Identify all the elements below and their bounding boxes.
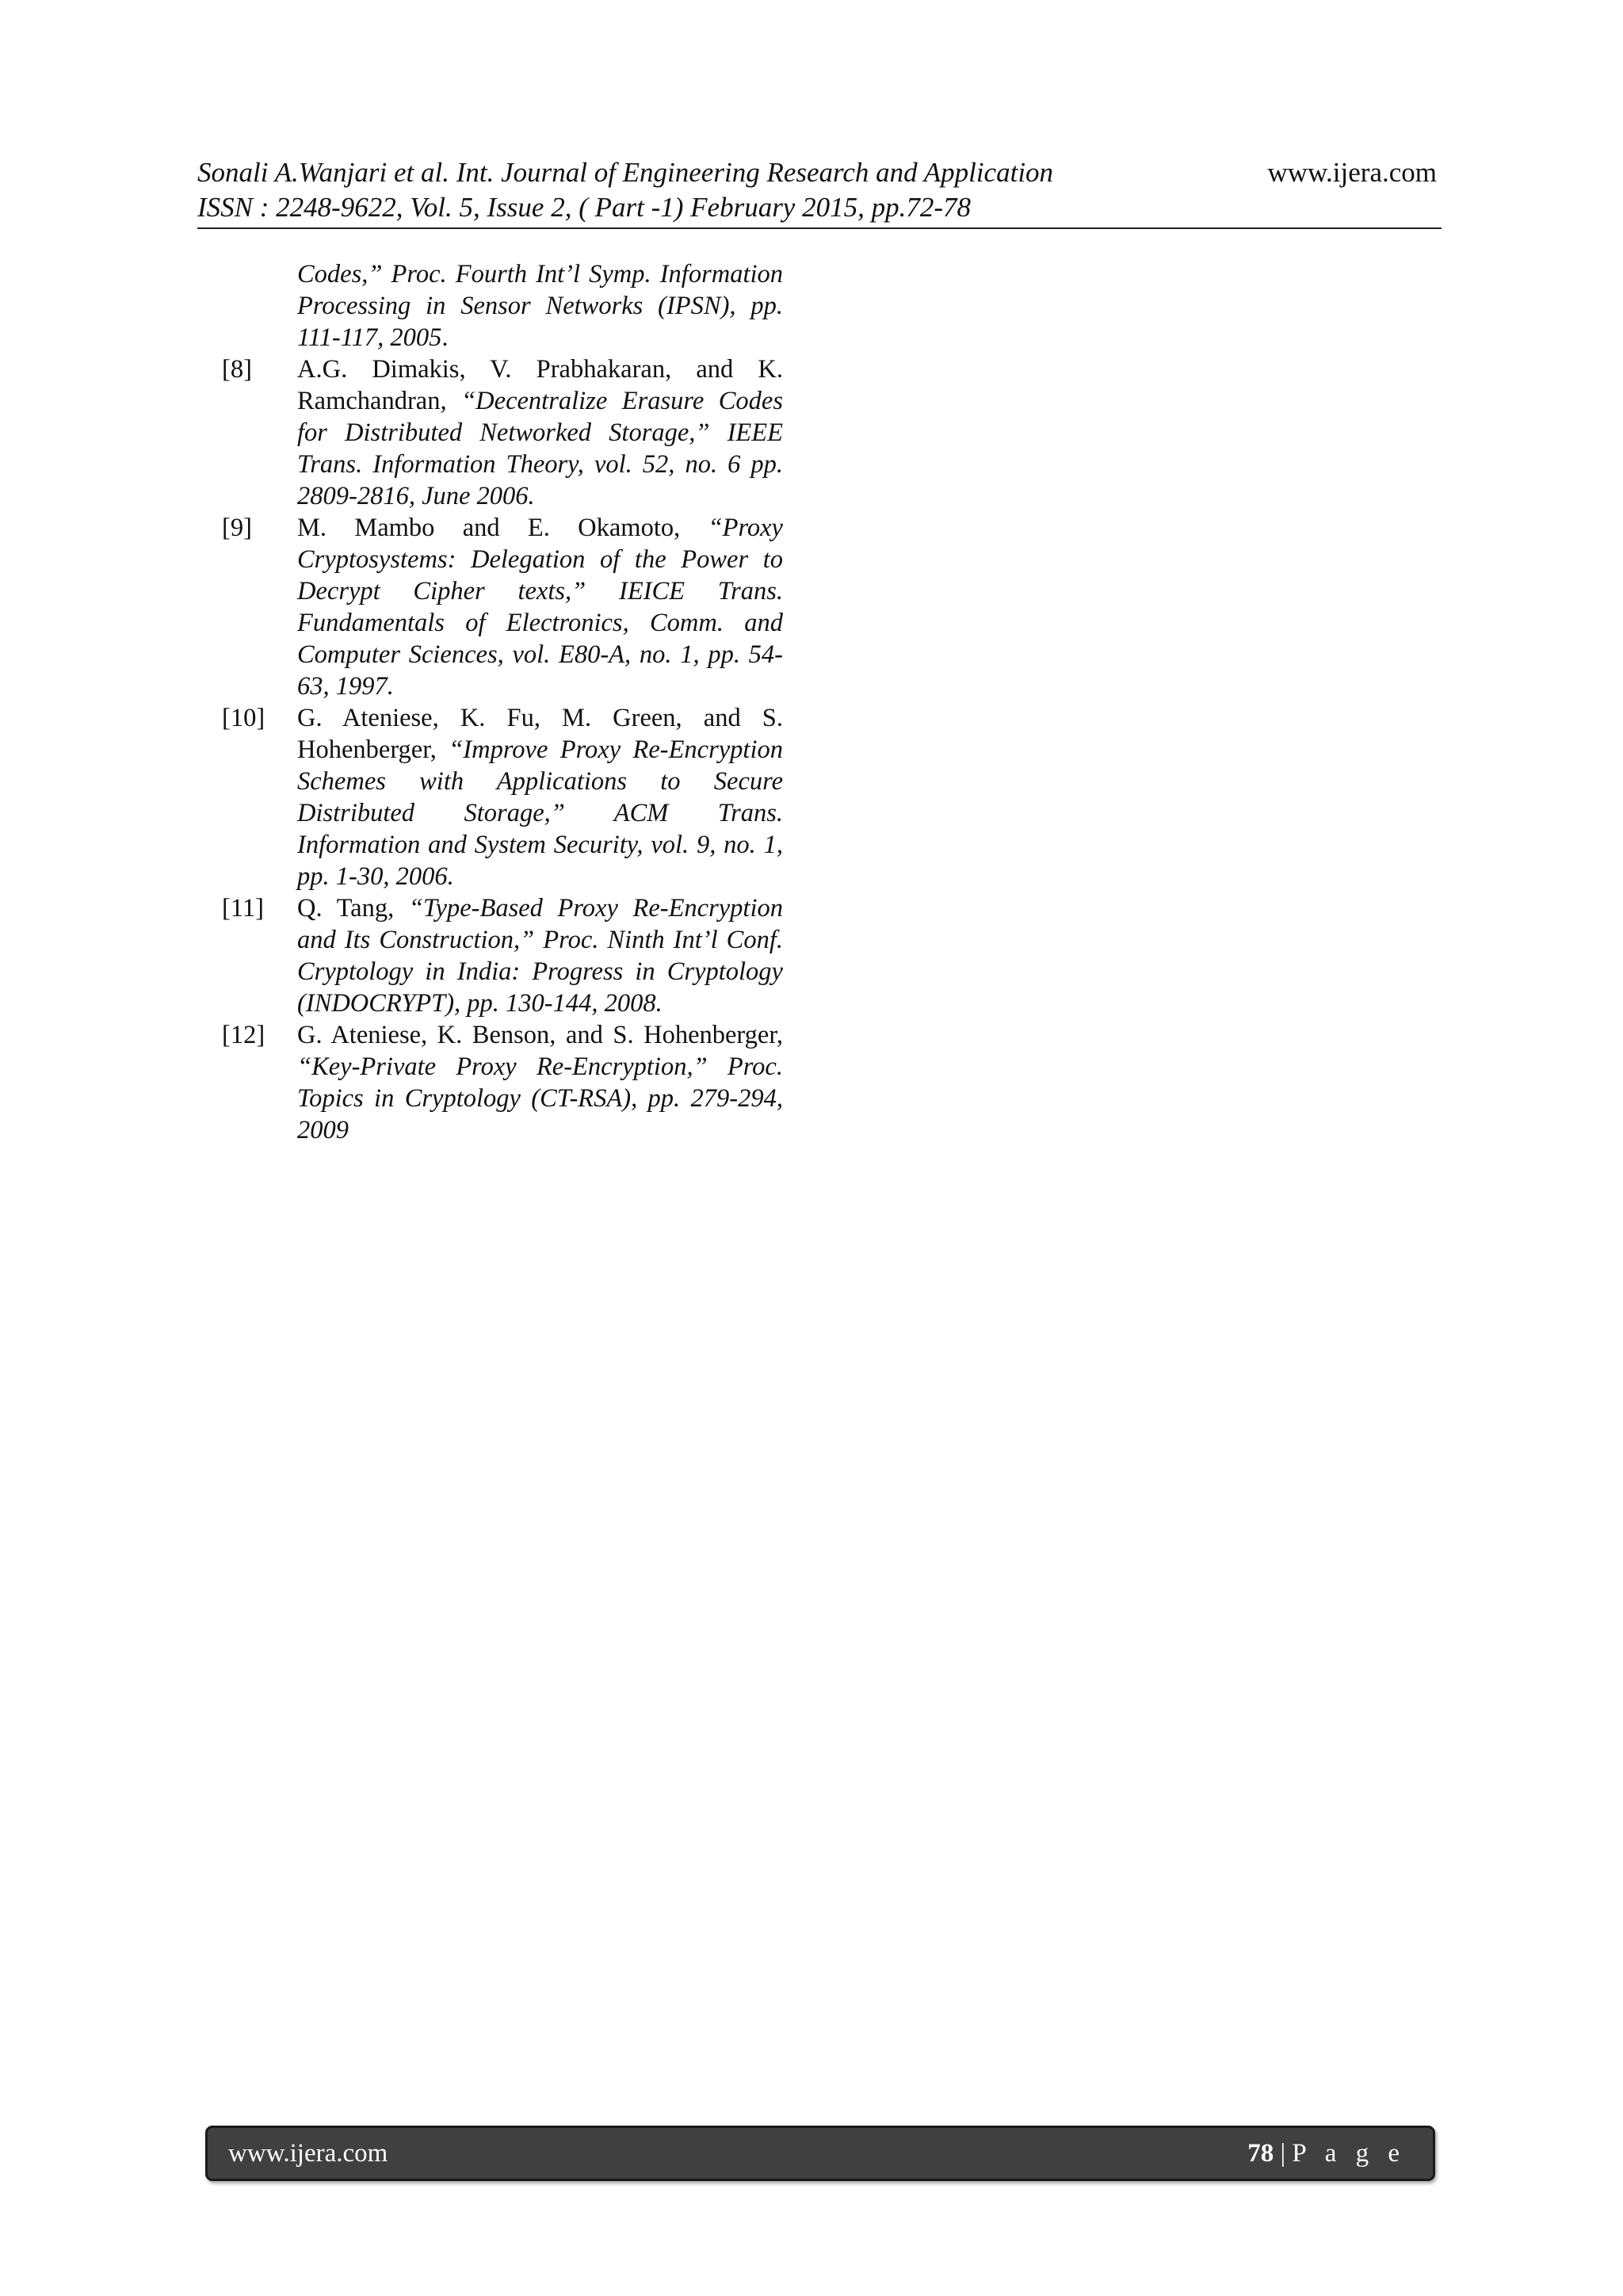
footer-page-indicator — [1247, 2128, 1406, 2179]
reference-separator — [437, 735, 449, 764]
reference-item-10 — [222, 702, 783, 892]
reference-title-source: “Key-Private Proxy Re-Encryption,” Proc. Topics in Cryptology (CT-RSA), pp. 279-294, 2009 — [297, 1052, 783, 1144]
reference-list — [222, 258, 783, 1146]
reference-title-source: “Decentralize Erasure Codes for Distributed Networked Storage,” IEEE Trans. Information Theory, vol. 52, no. 6 pp. 2809-2816, June 2006. — [297, 387, 783, 510]
reference-separator — [680, 514, 708, 542]
reference-authors: G. Ateniese, K. Fu, M. Green, and S. Hohenberger, — [297, 704, 783, 764]
reference-number: [10] — [222, 704, 265, 732]
footer-separator: | — [1280, 2139, 1286, 2168]
page-number: 78 — [1247, 2139, 1274, 2168]
page-label: P a g e — [1292, 2139, 1406, 2168]
header-divider — [197, 227, 1442, 229]
reference-authors: Q. Tang, — [297, 894, 395, 923]
reference-text — [297, 1019, 783, 1146]
reference-7-continuation — [297, 258, 783, 353]
reference-item-8 — [222, 353, 783, 512]
footer-website-link[interactable]: www.ijera.com — [228, 2139, 388, 2168]
reference-authors: M. Mambo and E. Okamoto, — [297, 514, 681, 542]
header-issn-line: ISSN : 2248-9622, Vol. 5, Issue 2, ( Part -1) February 2015, pp.72-78 — [197, 192, 972, 223]
reference-authors: G. Ateniese, K. Benson, and S. Hohenberger, — [297, 1021, 783, 1049]
header-website-link[interactable]: www.ijera.com — [1267, 157, 1437, 188]
reference-item-9 — [222, 512, 783, 702]
reference-text — [297, 353, 783, 512]
reference-title-source: “Improve Proxy Re-Encryption Schemes with Applications to Secure Distributed Storage,” ACM Trans. Information and System Security, vol. 9, no. 1, pp. 1-30, 2006. — [297, 735, 783, 891]
reference-item-12 — [222, 1019, 783, 1146]
reference-item-11 — [222, 892, 783, 1019]
reference-text — [297, 512, 783, 702]
reference-separator — [394, 894, 409, 923]
reference-authors: A.G. Dimakis, V. Prabhakaran, and K. Ramchandran — [297, 355, 783, 415]
reference-number: [12] — [222, 1021, 265, 1049]
reference-number: [11] — [222, 894, 264, 923]
reference-title-source: “Type-Based Proxy Re-Encryption and Its Construction,” Proc. Ninth Int’l Conf. Cryptology in India: Progress in Cryptology (INDOCRYPT), pp. 130-144, 2008. — [297, 894, 783, 1018]
running-header — [197, 155, 1442, 231]
page-footer — [205, 2126, 1435, 2181]
reference-number: [9] — [222, 514, 252, 542]
reference-7-italic: Codes,” Proc. Fourth Int’l Symp. Information Processing in Sensor Networks (IPSN), pp. 111-117, 2005 — [297, 260, 783, 352]
reference-text — [297, 892, 783, 1019]
reference-7-tail: . — [441, 323, 449, 352]
reference-number: [8] — [222, 355, 252, 384]
reference-title-source: “Proxy Cryptosystems: Delegation of the Power to Decrypt Cipher texts,” IEICE Trans. Fundamentals of Electronics, Comm. and Computer Sciences, vol. E80-A, no. 1, pp. 54-63, 1997. — [297, 514, 783, 701]
reference-text — [297, 702, 783, 892]
header-journal-line: Sonali A.Wanjari et al. Int. Journal of Engineering Research and Application — [197, 157, 1054, 188]
reference-separator: , — [440, 387, 462, 415]
